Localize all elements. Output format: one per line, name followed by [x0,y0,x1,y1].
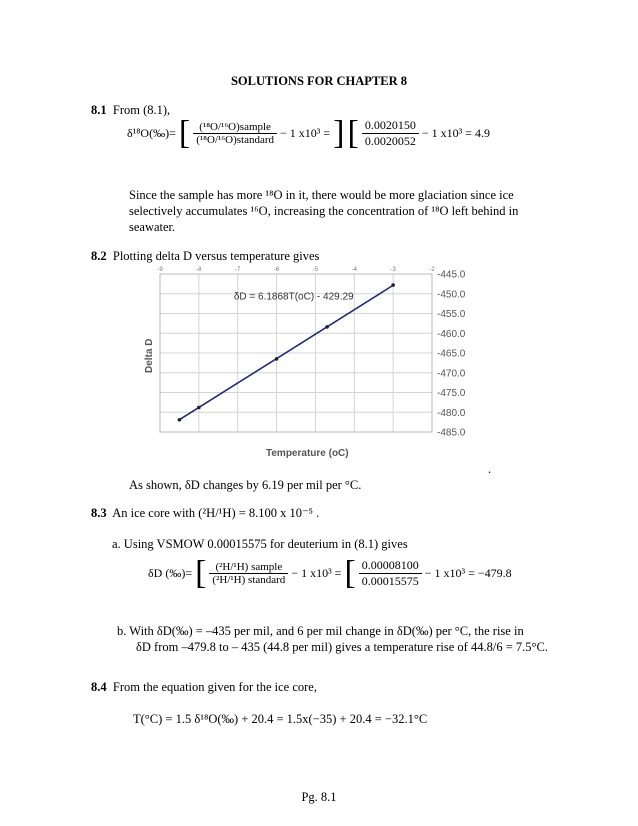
ratio-denominator: (²H/¹H) standard [212,574,286,586]
part-b-text: δD from –479.8 to – 435 (44.8 per mil) gives a temperature rise of 44.8/6 = 7.5°C. [136,640,548,654]
text-line: selectively accumulates ¹⁶O, increasing the concentration of ¹⁸O left behind in [129,204,519,218]
x-tick-label: -9 [157,267,163,273]
y-tick-label: -450.0 [437,289,466,301]
x-tick-label: -8 [196,267,202,273]
section-intro: Plotting delta D versus temperature gives [112,249,320,263]
y-tick-label: -480.0 [437,407,466,419]
value-numerator: 0.00008100 [359,558,422,574]
stray-dot: . [488,462,492,476]
section-number: 8.2 [91,249,107,263]
y-tick-labels [437,270,466,439]
trendline [179,285,393,419]
x-tick-label: -2 [429,267,435,273]
data-point [325,325,329,329]
equation-lhs: δD (‰)= [148,566,193,580]
text-line: seawater. [129,220,176,234]
x-axis-label: Temperature (oC) [266,448,349,459]
section-8-2-result: As shown, δD changes by 6.19 per mil per °C. [129,478,362,492]
page-title: SOLUTIONS FOR CHAPTER 8 [230,74,408,88]
value-fraction [362,118,419,149]
section-8-4-heading [91,680,317,695]
equation-tail-1: − 1 x10³ = [280,126,331,140]
text-line: Since the sample has more ¹⁸O in it, there would be more glaciation since ice [129,188,514,202]
section-intro: An ice core with (²H/¹H) = 8.100 x 10⁻⁵ . [112,506,320,520]
equation-lhs: δ¹⁸O(‰)= [127,126,176,140]
y-axis-label: Delta D [144,338,155,373]
y-tick-label: -445.0 [437,269,466,281]
equation-tail-2: − 1 x10³ = 4.9 [421,126,490,140]
data-point [197,406,201,410]
y-tick-label: -485.0 [437,427,466,439]
x-tick-label: -4 [351,267,357,273]
x-tick-label: -5 [312,267,319,273]
trendline-segment [179,285,393,419]
y-tick-label: -475.0 [437,388,466,399]
delta-d-chart [140,262,490,474]
x-tick-labels [157,267,435,273]
equation-8-1: δ¹⁸O(‰)= [ $\frac{\text{(¹⁸O/¹⁶O)sample}}{\text{(¹⁸O/¹⁶O)standard}}$ − 1 x10³ = ] [ $\frac{0.0020150}{0.0020052}$ − 1 x10³ = 4.9 [127,114,490,152]
value-numerator: 0.0020150 [362,118,419,134]
section-number: 8.4 [91,680,107,694]
value-fraction [359,558,422,589]
y-tick-label: -465.0 [437,348,466,360]
part-a-text: a. Using VSMOW 0.00015575 for deuterium in (8.1) gives [112,537,408,551]
y-tick-label: -470.0 [437,368,466,380]
x-tick-label: -3 [390,267,396,273]
section-8-1-heading [91,103,170,118]
section-number: 8.1 [91,103,107,117]
ratio-numerator: (¹⁸O/¹⁶O)sample [193,121,277,134]
ratio-denominator: (¹⁸O/¹⁶O)standard [196,134,275,146]
ratio-numerator: (²H/¹H) sample [209,561,288,574]
value-denominator: 0.00015575 [361,574,419,588]
page-number: Pg. 8.1 [301,790,337,804]
equation-8-3: δD (‰)= [ $\frac{\text{(²H/¹H) sample}}{\text{(²H/¹H) standard}}$ − 1 x10³ = [ $\frac{0.00008100}{0.00015575}$ − 1 x10³ = −479.8 [148,554,512,592]
y-tick-label: -460.0 [437,328,466,340]
ratio-fraction [209,561,288,586]
equation-8-4: T(°C) = 1.5 δ¹⁸O(‰) + 20.4 = 1.5x(−35) + 20.4 = −32.1°C [133,712,428,726]
value-denominator: 0.0020052 [364,134,416,148]
equation-tail-1: − 1 x10³ = [291,566,342,580]
section-8-3-heading [91,505,319,521]
section-number: 8.3 [91,506,107,520]
part-b-text: b. With δD(‰) = –435 per mil, and 6 per mil change in δD(‰) per °C, the rise in [117,624,524,638]
data-point [275,357,279,361]
data-point [391,283,395,287]
ratio-fraction [193,121,277,146]
y-tick-label: -455.0 [437,309,466,320]
x-tick-label: -6 [273,267,280,273]
x-tick-label: -7 [235,267,241,273]
equation-tail-2: − 1 x10³ = −479.8 [424,566,512,580]
data-point [178,418,182,422]
section-intro: From the equation given for the ice core, [112,680,317,694]
trendline-equation: δD = 6.1868T(oC) - 429.29 [233,291,354,303]
section-intro: From (8.1), [112,103,171,117]
